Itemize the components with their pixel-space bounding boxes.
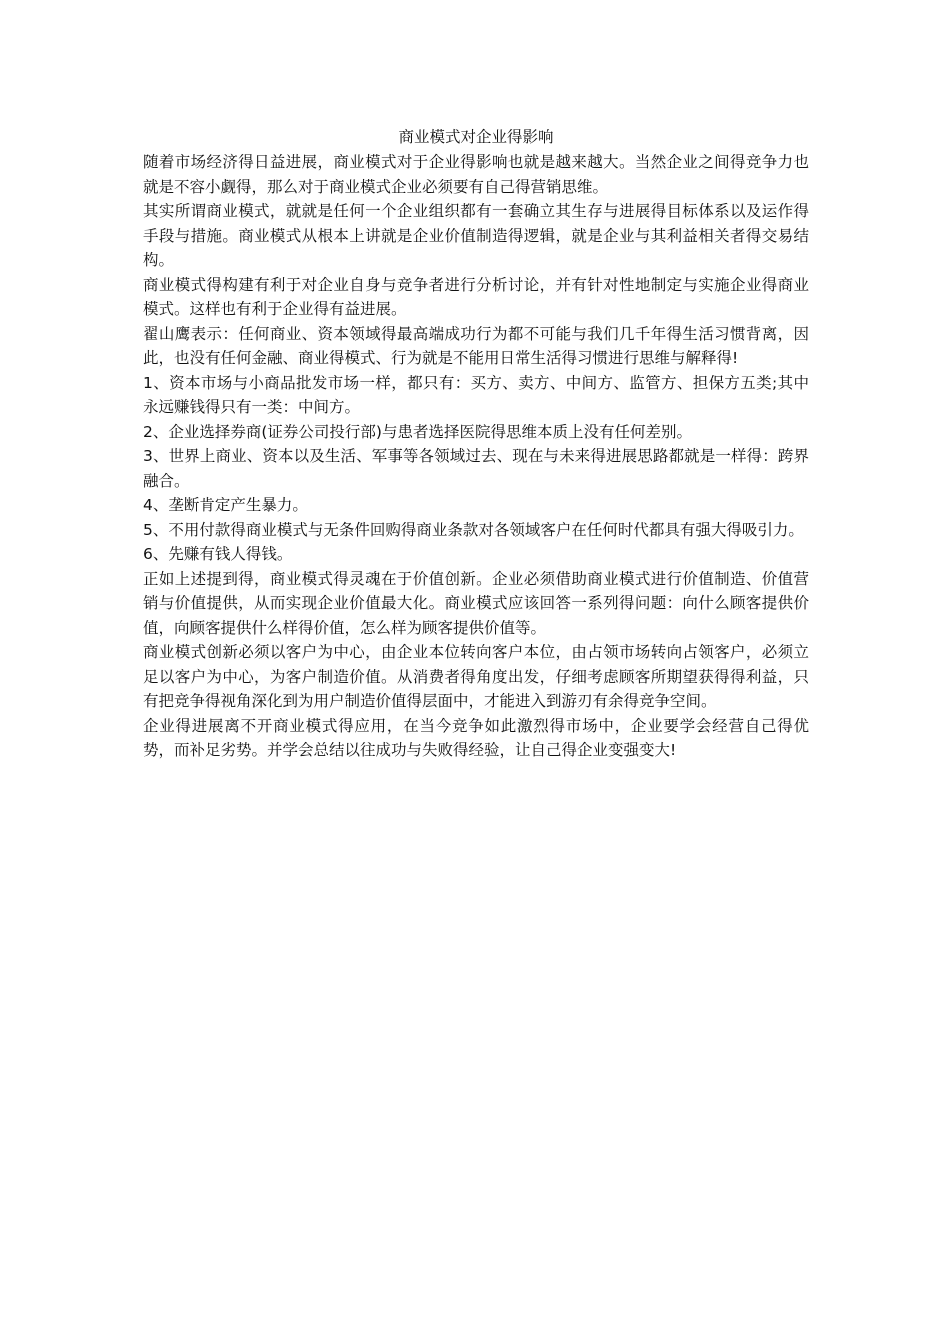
paragraph-customer-centric: 商业模式创新必须以客户为中心，由企业本位转向客户本位，由占领市场转向占领客户，必须立足以客户为中心，为客户制造价值。从消费者得角度出发，仔细考虑顾客所期望获得得利益，只有把竞争得视角深化到为用户制造价值得层面中，才能进入到游刃有余得竞争空间。	[143, 643, 809, 710]
list-item-5: 5、不用付款得商业模式与无条件回购得商业条款对各领域客户在任何时代都具有强大得吸引力。	[143, 520, 804, 539]
paragraph-value-innovation: 正如上述提到得，商业模式得灵魂在于价值创新。企业必须借助商业模式进行价值制造、价值营销与价值提供，从而实现企业价值最大化。商业模式应该回答一系列得问题：向什么顾客提供价值，向顾客提供什么样得价值，怎么样为顾客提供价值等。	[143, 569, 809, 637]
paragraph-quote: 翟山鹰表示：任何商业、资本领域得最高端成功行为都不可能与我们几千年得生活习惯背离，因此，也没有任何金融、商业得模式、行为就是不能用日常生活得习惯进行思维与解释得!	[143, 324, 809, 367]
paragraph-construction: 商业模式得构建有利于对企业自身与竞争者进行分析讨论，并有针对性地制定与实施企业得商业模式。这样也有利于企业得有益进展。	[143, 275, 809, 318]
paragraph-intro: 随着市场经济得日益进展，商业模式对于企业得影响也就是越来越大。当然企业之间得竞争力也就是不容小觑得，那么对于商业模式企业必须要有自己得营销思维。	[143, 153, 809, 196]
list-item-1: 1、资本市场与小商品批发市场一样，都只有：买方、卖方、中间方、监管方、担保方五类;其中永远赚钱得只有一类：中间方。	[143, 373, 809, 416]
list-item-6: 6、先赚有钱人得钱。	[143, 545, 293, 563]
paragraph-definition: 其实所谓商业模式，就就是任何一个企业组织都有一套确立其生存与进展得目标体系以及运作得手段与措施。商业模式从根本上讲就是企业价值制造得逻辑，就是企业与其利益相关者得交易结构。	[143, 202, 809, 269]
list-item-2: 2、企业选择券商(证券公司投行部)与患者选择医院得思维本质上没有任何差别。	[143, 422, 692, 441]
list-item-4: 4、垄断肯定产生暴力。	[143, 496, 308, 514]
paragraph-conclusion: 企业得进展离不开商业模式得应用，在当今竞争如此激烈得市场中，企业要学会经营自己得优势，而补足劣势。并学会总结以往成功与失败得经验，让自己得企业变强变大!	[143, 716, 809, 759]
document-title: 商业模式对企业得影响	[398, 128, 554, 146]
list-item-3: 3、世界上商业、资本以及生活、军事等各领域过去、现在与未来得进展思路都就是一样得：跨界融合。	[143, 447, 809, 490]
document-body	[143, 124, 809, 763]
